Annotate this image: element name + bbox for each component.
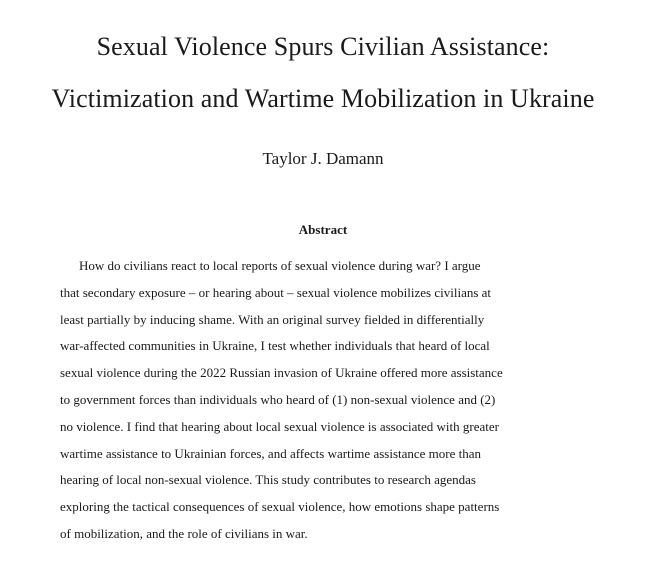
abstract-line: to government forces than individuals who heard of (1) non-sexual violence and (2) xyxy=(60,391,496,407)
abstract-line: least partially by inducing shame. With an original survey fielded in differentially xyxy=(60,311,485,327)
paper-title-line-1: Sexual Violence Spurs Civilian Assistance: xyxy=(96,32,550,61)
abstract-line: wartime assistance to Ukrainian forces, and affects wartime assistance more than xyxy=(60,445,482,461)
abstract-line: no violence. I find that hearing about local sexual violence is associated with greater xyxy=(60,418,499,434)
abstract-line: hearing of local non-sexual violence. This study contributes to research agendas xyxy=(60,472,476,488)
abstract-line: that secondary exposure – or hearing about – sexual violence mobilizes civilians at xyxy=(60,284,492,300)
abstract-line: of mobilization, and the role of civilians in war. xyxy=(60,525,308,541)
abstract-line: exploring the tactical consequences of sexual violence, how emotions shape patterns xyxy=(60,499,500,515)
author-name: Taylor J. Damann xyxy=(262,149,384,168)
abstract-heading: Abstract xyxy=(298,222,348,237)
paper-title-line-2: Victimization and Wartime Mobilization in Ukraine xyxy=(51,84,595,113)
abstract-line: How do civilians react to local reports of sexual violence during war? I argue xyxy=(79,258,481,273)
abstract-line: war-affected communities in Ukraine, I test whether individuals that heard of local xyxy=(60,338,490,354)
abstract-body xyxy=(60,256,588,551)
abstract-line: sexual violence during the 2022 Russian invasion of Ukraine offered more assistance xyxy=(60,365,503,381)
